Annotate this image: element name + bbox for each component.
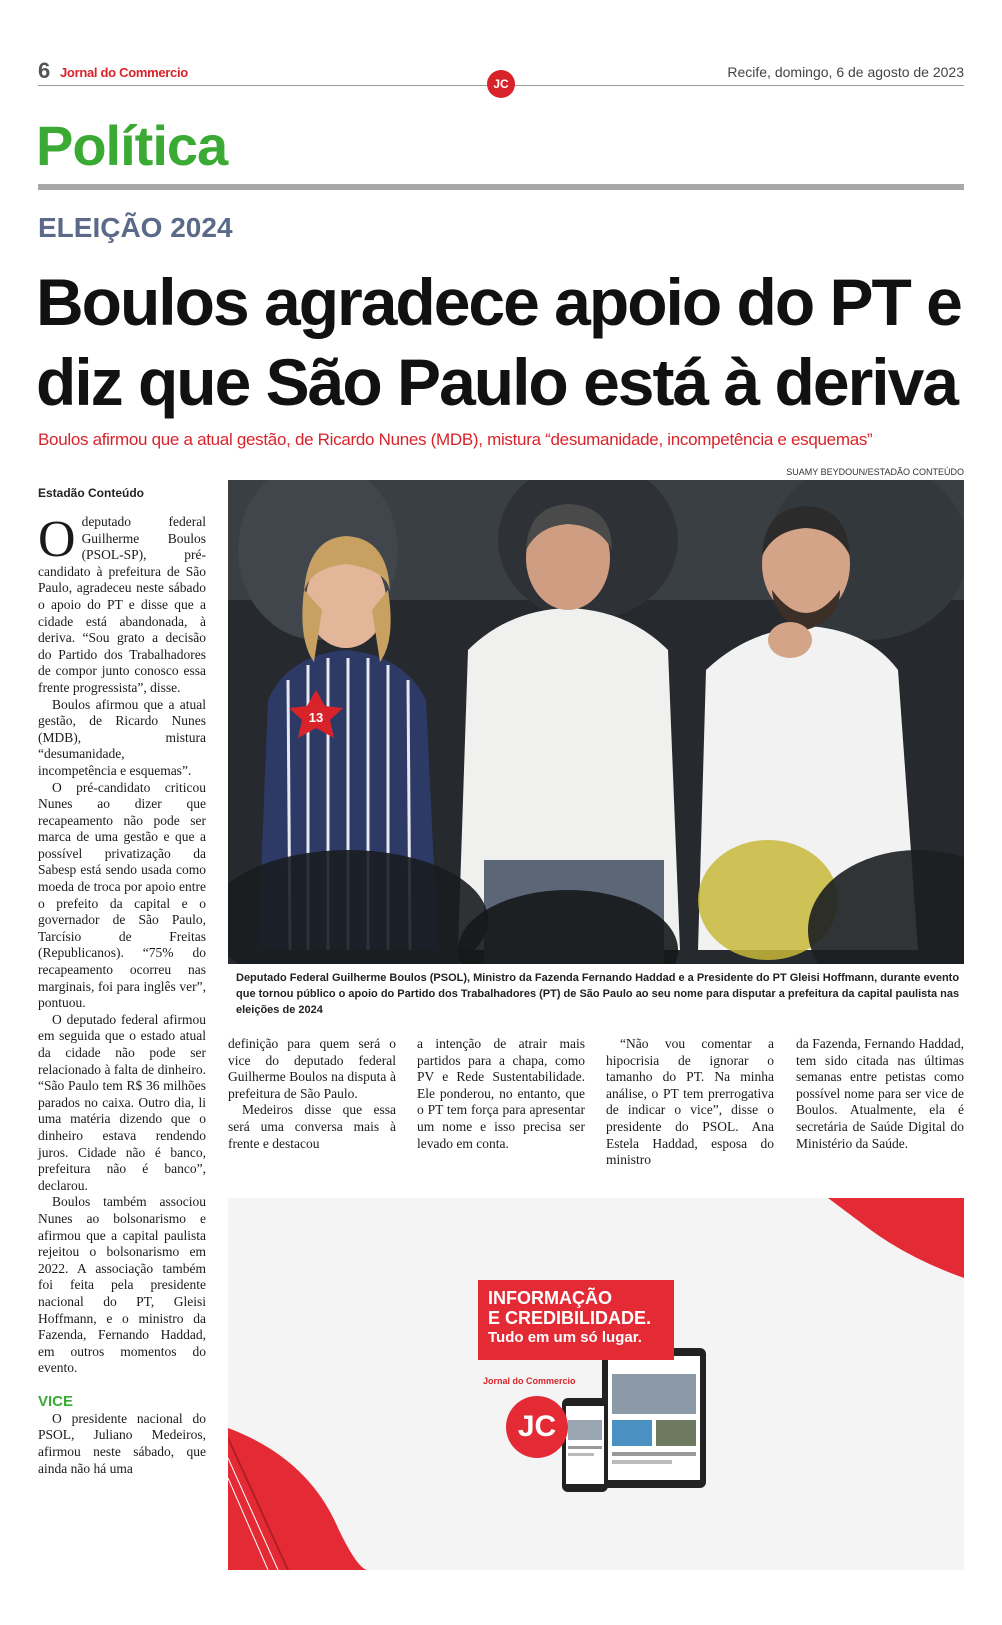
paragraph: Odeputado federal Guilherme Boulos (PSOL-SP), pré-candidato à prefeitura de São Paulo, agradeceu neste sábado o apoio do PT e disse que a cidade está abandonada, à deriva. “Sou grato a decisão do Partido dos Trabalhadores de compor junto conosco essa frente progressista”, disse. [38,511,206,695]
page-header [38,58,964,91]
jc-logo-icon: JC [506,1396,568,1458]
ad-line-2: E CREDIBILIDADE. [488,1308,652,1328]
paragraph: O deputado federal afirmou em seguida que o estado atual da cidade não pode ser relacionado à falta de dinheiro. “São Paulo tem R$ 36 milhões parados no caixa. Outro dia, li uma matéria dizendo que o dinheiro estava rendendo juros. Cidade não é banco, prefeitura não é banco”, declarou. [38,1011,206,1193]
subheading-vice: VICE [38,1392,74,1410]
article-byline: Estadão Conteúdo [38,486,145,500]
article-column-2 [228,1036,396,1152]
ad-brand-name: Jornal do Commercio [483,1376,576,1386]
ad-banner [478,1280,674,1360]
article-column-5 [796,1036,964,1152]
drop-cap: O [38,511,76,568]
ad-line-1: INFORMAÇÃO [488,1288,612,1308]
photo-badge-text: 13 [308,710,324,725]
paragraph: “Não vou comentar a hipocrisia de ignorar o tamanho do PT. Na minha análise, o PT tem prerrogativa de indicar o vice”, disse o presidente do PSOL. Ana Estela Haddad, esposa do ministro [606,1036,774,1168]
ad-background [228,1198,964,1570]
article-column-1 [38,511,206,1477]
edition-date: Recife, domingo, 6 de agosto de 2023 [727,64,964,80]
paragraph: a intenção de atrair mais partidos para a chapa, como PV e Rede Sustentabilidade. Ele ponderou, no entanto, que o PT tem força para apresentar um nome e isso precisa ser levado em conta. [417,1036,585,1151]
paragraph: definição para quem será o vice do deputado federal Guilherme Boulos na disputa à prefeitura de São Paulo. [228,1036,396,1101]
photo-caption: Deputado Federal Guilherme Boulos (PSOL), Ministro da Fazenda Fernando Haddad e a Presidente do PT Gleisi Hoffmann, durante evento que tornou público o apoio do Partido dos Trabalhadores (PT) de São Paulo ao seu nome para disputar a prefeitura da capital paulista nas eleições de 2024 [236,972,960,1016]
advertisement[interactable] [228,1198,964,1570]
ad-line-3: Tudo em um só lugar. [488,1329,642,1346]
photo-credit: SUAMY BEYDOUN/ESTADÃO CONTEÚDO [786,467,964,477]
newspaper-name: Jornal do Commercio [60,65,188,80]
paragraph: O pré-candidato criticou Nunes ao dizer que recapeamento não pode ser marca de uma gestão e que a possível privatização da Sabesp está sendo usada como moeda de troca por apoio entre o prefeito da capital e o governador de São Paulo, Tarcísio de Freitas (Republicanos). “75% do recapeamento ocorreu nas marginais, foi para inglês ver”, pontuou. [38,779,206,1011]
article-column-3 [417,1036,585,1152]
paragraph: da Fazenda, Fernando Haddad, tem sido citada nas últimas semanas entre petistas como possível nome para ser vice de Boulos. Atualmente, ela é secretária de Saúde Digital do Ministério da Saúde. [796,1036,964,1151]
jc-logo-icon: JC [487,70,515,98]
photo-illustration [228,480,964,964]
section-rule [38,184,964,190]
paragraph: Boulos afirmou que a atual gestão, de Ricardo Nunes (MDB), mistura “desumanidade, incompetência e esquemas”. [38,696,206,778]
article-column-4 [606,1036,774,1169]
paragraph: O presidente nacional do PSOL, Juliano Medeiros, afirmou neste sábado, que ainda não há uma [38,1410,206,1476]
paragraph: Medeiros disse que essa será uma conversa mais à frente e destacou [228,1102,396,1151]
article-subhead: Boulos afirmou que a atual gestão, de Ricardo Nunes (MDB), mistura “desumanidade, incompetência e esquemas” [38,430,873,449]
page-number: 6 [38,58,51,83]
news-photo [228,480,964,964]
article-kicker: ELEIÇÃO 2024 [38,212,233,243]
section-title: Política [36,114,228,177]
article-headline: Boulos agradece apoio do PT e diz que São Paulo está à deriva [36,265,961,419]
paragraph: Boulos também associou Nunes ao bolsonarismo e afirmou que a capital paulista rejeitou o bolsonarismo em 2022. A associação também foi feita pela presidente nacional do PT, Gleisi Hoffmann, e o ministro da Fazenda, Fernando Haddad, em outros momentos do evento. [38,1194,206,1376]
